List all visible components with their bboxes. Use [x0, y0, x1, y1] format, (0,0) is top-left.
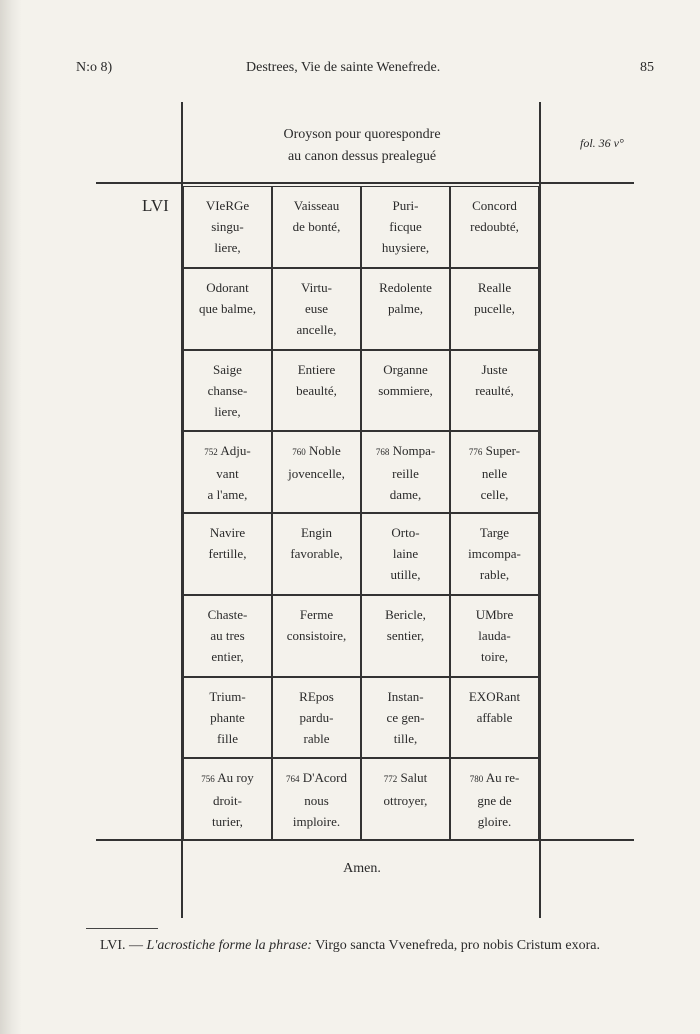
cell-text: Targe imcompa- rable,	[468, 525, 521, 582]
acrostic-cell	[361, 677, 450, 759]
footnote-lead: LVI. —	[100, 938, 147, 953]
acrostic-cell	[272, 595, 361, 677]
verse-number: 752	[204, 447, 218, 458]
acrostic-cell	[183, 431, 272, 513]
cell-text: Puri- ficque huysiere,	[381, 198, 430, 255]
acrostic-cell	[450, 431, 539, 513]
cell-text: Juste reaulté,	[475, 361, 514, 398]
acrostic-cell	[183, 595, 272, 677]
cell-text: Redolente palme,	[379, 279, 432, 316]
footnote	[66, 936, 670, 956]
cell-text: Virtu- euse ancelle,	[296, 279, 337, 337]
cell-text: Ferme consistoire,	[286, 606, 347, 643]
cell-text: Bericle, sentier,	[385, 606, 426, 643]
acrostic-cell	[450, 677, 539, 759]
cell-text: Au roy droit- turier,	[212, 770, 254, 830]
acrostic-cell	[183, 186, 272, 268]
acrostic-cell	[183, 513, 272, 595]
cell-text: Organne sommiere,	[378, 361, 433, 398]
cell-text: EXORant affable	[468, 688, 521, 725]
running-header	[0, 60, 700, 80]
cell-text: Chaste- au tres entier,	[207, 606, 248, 664]
acrostic-cell	[272, 677, 361, 759]
issue-number: N:o 8)	[76, 60, 113, 75]
verse-number: 772	[383, 774, 398, 785]
acrostic-cell	[361, 350, 450, 432]
acrostic-cell	[272, 431, 361, 513]
cell-text: Concord redoubté,	[470, 198, 519, 234]
cell-text: Adju- vant a l'ame,	[207, 443, 251, 503]
cell-text: VIeRGe singu- liere,	[205, 198, 250, 255]
acrostic-cell	[361, 268, 450, 350]
cell-text: Odorant que balme,	[198, 279, 257, 316]
cell-text: Super- nelle celle,	[480, 443, 521, 503]
acrostic-cell	[272, 350, 361, 432]
acrostic-cell	[450, 350, 539, 432]
cell-text: Trium- phante fille	[209, 688, 246, 746]
cell-text: Au re- gne de gloire.	[477, 770, 520, 830]
rubric-title	[184, 124, 540, 168]
acrostic-cell	[361, 431, 450, 513]
acrostic-cell	[450, 758, 539, 840]
verse-number: 768	[375, 447, 390, 458]
acrostic-cell	[183, 677, 272, 759]
poem-number: LVI	[142, 196, 169, 215]
cell-text: Orto- laine utille,	[390, 525, 421, 582]
acrostic-cell	[361, 758, 450, 840]
top-horizontal-rule	[96, 182, 634, 184]
page-edge-shadow	[0, 0, 22, 1034]
acrostic-cell	[272, 513, 361, 595]
running-title: Destrees, Vie de sainte Wenefrede.	[246, 60, 441, 75]
acrostic-cell	[183, 268, 272, 350]
cell-text: Entiere beaulté,	[296, 361, 337, 398]
acrostic-cell	[361, 595, 450, 677]
cell-text: Noble jovencelle,	[288, 443, 345, 482]
verse-number: 760	[292, 447, 306, 458]
verse-number: 776	[468, 447, 483, 458]
acrostic-cell	[450, 268, 539, 350]
acrostic-cell	[272, 758, 361, 840]
footnote-text: Virgo sancta Vvenefreda, pro nobis Cristum exora.	[311, 938, 600, 953]
acrostic-cell	[450, 513, 539, 595]
acrostic-cell	[272, 186, 361, 268]
acrostic-cell	[361, 186, 450, 268]
cell-text: UMbre lauda- toire,	[475, 606, 514, 664]
verse-number: 780	[469, 774, 484, 785]
acrostic-grid	[183, 186, 539, 840]
acrostic-cell	[183, 350, 272, 432]
rubric-line-1: Oroyson pour quorespondre	[283, 127, 441, 142]
cell-text: REpos pardu- rable	[299, 688, 334, 746]
verse-number: 756	[201, 774, 215, 785]
amen: Amen.	[343, 861, 381, 876]
footnote-italic: L'acrostiche forme la phrase:	[146, 938, 312, 953]
acrostic-cell	[450, 186, 539, 268]
rubric-line-2: au canon dessus prealegué	[287, 149, 437, 164]
right-vertical-rule	[539, 102, 541, 918]
acrostic-cell	[450, 595, 539, 677]
acrostic-cell	[272, 268, 361, 350]
cell-text: Salut ottroyer,	[383, 770, 428, 809]
cell-text: Vaisseau de bonté,	[292, 198, 341, 234]
footnote-rule	[86, 928, 158, 929]
cell-text: Nompa- reille dame,	[389, 443, 436, 503]
folio-reference: fol. 36 v°	[580, 136, 624, 150]
cell-text: Saige chanse- liere,	[207, 361, 248, 419]
cell-text: Navire fertille,	[208, 525, 247, 561]
page-number: 85	[640, 60, 654, 75]
acrostic-cell	[361, 513, 450, 595]
cell-text: Instan- ce gen- tille,	[386, 688, 425, 746]
verse-number: 764	[286, 774, 300, 785]
cell-text: D'Acord nous imploire.	[292, 770, 347, 830]
cell-text: Engin favorable,	[290, 525, 343, 561]
acrostic-cell	[183, 758, 272, 840]
cell-text: Realle pucelle,	[474, 279, 515, 316]
